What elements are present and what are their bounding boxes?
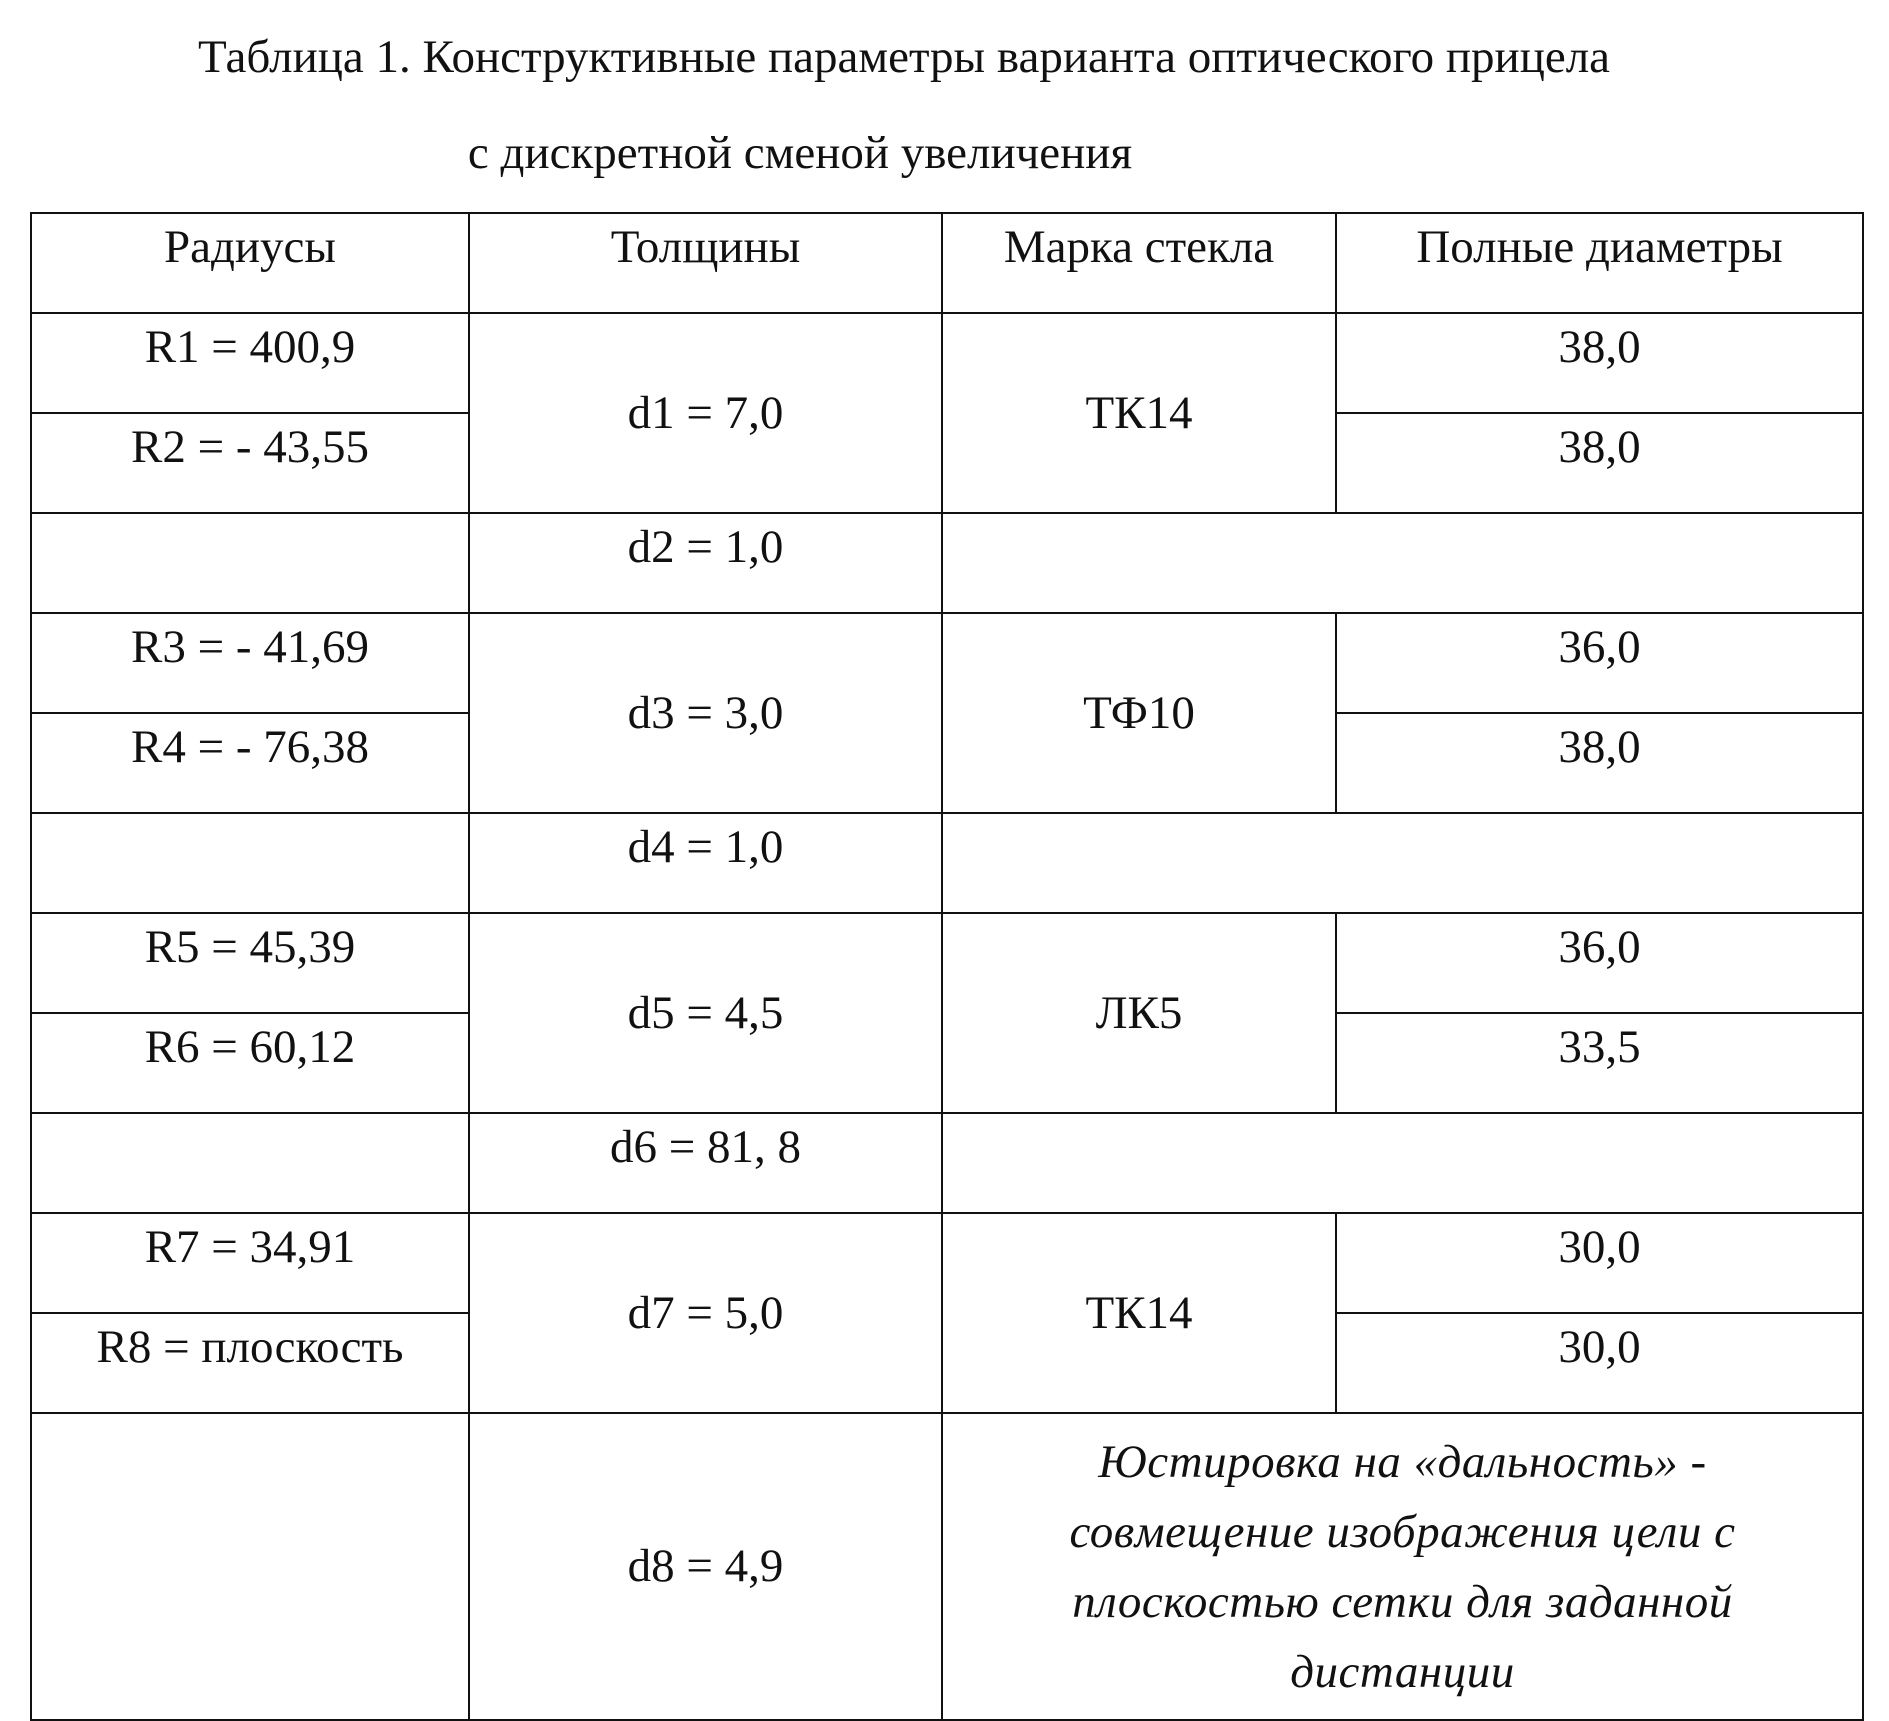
radius-cell: R8 = плоскость [31,1313,469,1413]
empty-cell [31,1113,469,1213]
empty-cell [942,1113,1863,1213]
thickness-cell: d5 = 4,5 [469,913,942,1113]
thickness-cell: d2 = 1,0 [469,513,942,613]
table-row [31,1113,1863,1213]
thickness-cell: d7 = 5,0 [469,1213,942,1413]
radius-cell: R5 = 45,39 [31,913,469,1013]
table-row [31,613,1863,713]
table-row [31,913,1863,1013]
diameter-cell: 38,0 [1336,313,1863,413]
table-row [31,813,1863,913]
diameter-cell: 36,0 [1336,913,1863,1013]
thickness-cell: d1 = 7,0 [469,313,942,513]
thickness-cell: d6 = 81, 8 [469,1113,942,1213]
table-row [31,513,1863,613]
radius-cell: R7 = 34,91 [31,1213,469,1313]
thickness-cell: d4 = 1,0 [469,813,942,913]
empty-cell [31,513,469,613]
diameter-cell: 30,0 [1336,1213,1863,1313]
table-row [31,1213,1863,1313]
header-full-diameters: Полные диаметры [1336,213,1863,313]
table-caption-line-2: с дискретной сменой увеличения [467,127,1133,179]
thickness-cell: d3 = 3,0 [469,613,942,813]
empty-cell [31,813,469,913]
header-radii: Радиусы [31,213,469,313]
optical-parameters-table [30,212,1864,1721]
radius-cell: R4 = - 76,38 [31,713,469,813]
glass-cell: ТФ10 [942,613,1336,813]
table-caption-line-1: Таблица 1. Конструктивные параметры варианта оптического прицела [198,31,1611,83]
header-row [31,213,1863,313]
diameter-cell: 36,0 [1336,613,1863,713]
diameter-cell: 38,0 [1336,413,1863,513]
radius-cell: R1 = 400,9 [31,313,469,413]
glass-cell: ЛК5 [942,913,1336,1113]
diameter-cell: 30,0 [1336,1313,1863,1413]
diameter-cell: 38,0 [1336,713,1863,813]
table-row [31,313,1863,413]
empty-cell [942,513,1863,613]
table-row [31,1413,1863,1720]
radius-cell: R3 = - 41,69 [31,613,469,713]
glass-cell: ТК14 [942,1213,1336,1413]
header-thickness: Толщины [469,213,942,313]
thickness-cell: d8 = 4,9 [469,1413,942,1720]
header-glass-grade: Марка стекла [942,213,1336,313]
radius-cell: R6 = 60,12 [31,1013,469,1113]
radius-cell: R2 = - 43,55 [31,413,469,513]
glass-cell: ТК14 [942,313,1336,513]
empty-cell [31,1413,469,1720]
adjustment-note: Юстировка на «дальность» - совмещение изображения цели с плоскостью сетки для заданной дистанции [942,1413,1863,1720]
diameter-cell: 33,5 [1336,1013,1863,1113]
empty-cell [942,813,1863,913]
